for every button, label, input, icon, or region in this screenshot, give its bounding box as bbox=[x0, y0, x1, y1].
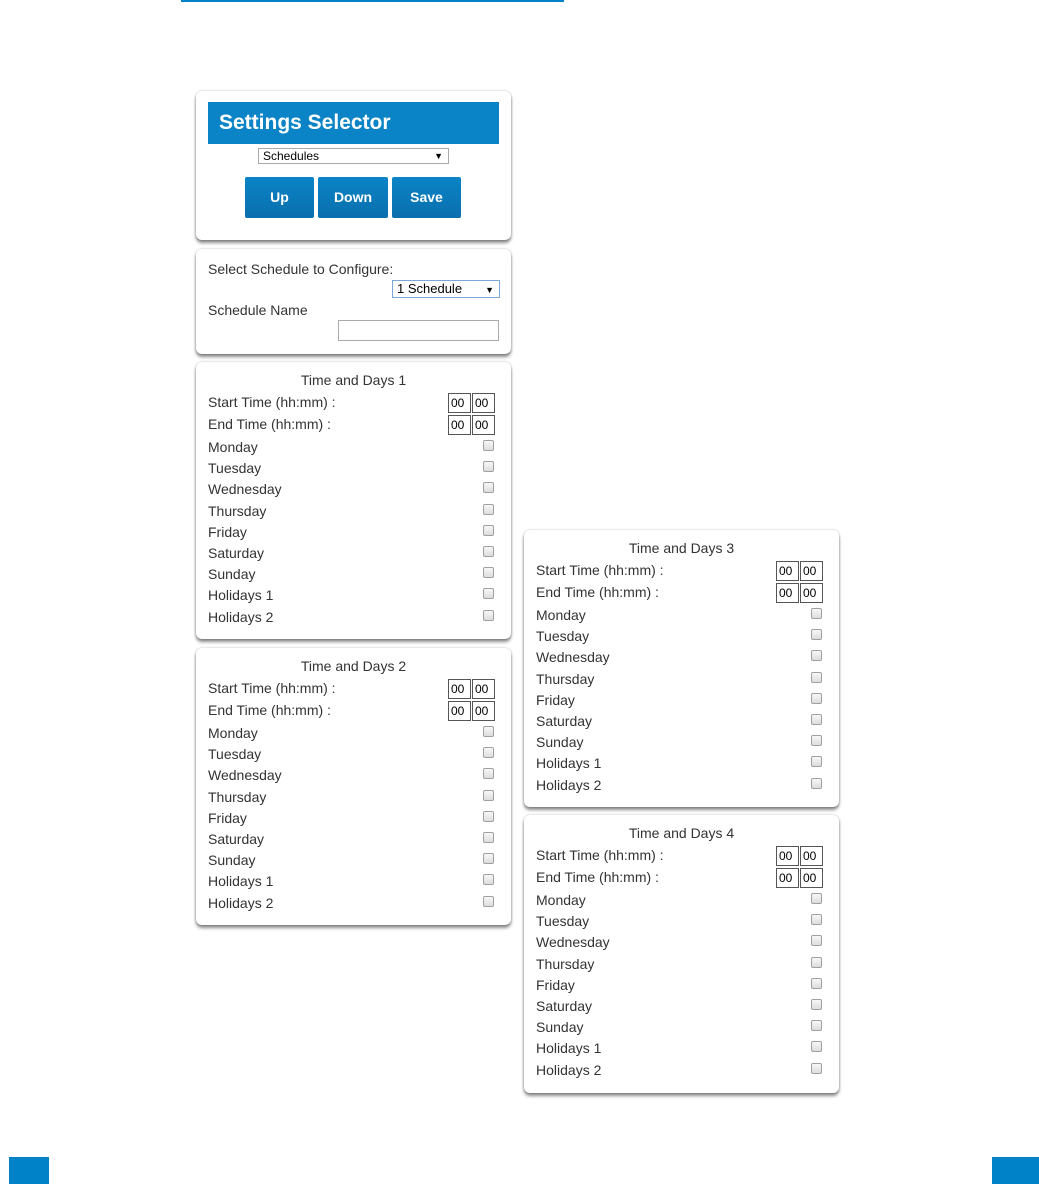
schedule-select-panel bbox=[196, 249, 511, 354]
day-label: Sunday bbox=[536, 734, 584, 751]
day-label: Holidays 1 bbox=[208, 587, 274, 604]
settings-dropdown-value: Schedules bbox=[263, 149, 320, 163]
schedule-name-label: Schedule Name bbox=[208, 302, 308, 318]
day-label: Friday bbox=[536, 691, 575, 708]
day-label: Wednesday bbox=[208, 481, 282, 498]
day-label: Sunday bbox=[208, 852, 256, 869]
day-checkbox[interactable] bbox=[811, 1041, 822, 1052]
day-checkbox[interactable] bbox=[811, 672, 822, 683]
time-and-days-2-panel bbox=[196, 648, 511, 925]
day-checkbox[interactable] bbox=[483, 504, 494, 515]
day-label: Holidays 2 bbox=[536, 776, 602, 793]
bottom-left-accent bbox=[9, 1157, 49, 1184]
end-hour-input[interactable]: 00 bbox=[776, 868, 799, 888]
day-label: Thursday bbox=[208, 788, 267, 805]
day-label: Tuesday bbox=[208, 460, 262, 477]
day-label: Wednesday bbox=[208, 767, 282, 784]
end-minute-input[interactable]: 00 bbox=[800, 583, 823, 603]
end-time-label: End Time (hh:mm) : bbox=[208, 416, 331, 432]
day-checkbox[interactable] bbox=[811, 999, 822, 1010]
end-minute-input[interactable]: 00 bbox=[472, 701, 495, 721]
start-time-label: Start Time (hh:mm) : bbox=[536, 562, 664, 578]
end-minute-input[interactable]: 00 bbox=[800, 868, 823, 888]
schedule-dropdown[interactable] bbox=[392, 280, 500, 298]
end-hour-input[interactable]: 00 bbox=[448, 415, 471, 435]
start-minute-input[interactable]: 00 bbox=[800, 846, 823, 866]
day-label: Wednesday bbox=[536, 934, 610, 951]
day-label: Friday bbox=[208, 523, 247, 540]
day-checkbox[interactable] bbox=[483, 726, 494, 737]
day-label: Saturday bbox=[208, 831, 265, 847]
time-and-days-title: Time and Days 1 bbox=[300, 372, 407, 388]
day-label: Monday bbox=[208, 725, 258, 741]
day-checkbox[interactable] bbox=[483, 482, 494, 493]
day-label: Friday bbox=[536, 976, 575, 993]
dropdown-arrow-icon: ▼ bbox=[485, 285, 494, 295]
day-checkbox[interactable] bbox=[483, 588, 494, 599]
day-label: Monday bbox=[208, 439, 258, 455]
day-checkbox[interactable] bbox=[483, 440, 494, 451]
top-accent-line bbox=[181, 0, 564, 2]
day-checkbox[interactable] bbox=[811, 629, 822, 640]
start-hour-input[interactable]: 00 bbox=[776, 561, 799, 581]
day-checkbox[interactable] bbox=[811, 1020, 822, 1031]
day-checkbox[interactable] bbox=[483, 546, 494, 557]
day-checkbox[interactable] bbox=[811, 935, 822, 946]
day-checkbox[interactable] bbox=[483, 461, 494, 472]
start-hour-input[interactable]: 00 bbox=[448, 679, 471, 699]
time-and-days-title: Time and Days 4 bbox=[628, 825, 735, 841]
select-schedule-label: Select Schedule to Configure: bbox=[208, 261, 394, 277]
end-hour-input[interactable]: 00 bbox=[448, 701, 471, 721]
day-label: Saturday bbox=[208, 545, 265, 561]
start-hour-input[interactable]: 00 bbox=[448, 393, 471, 413]
day-checkbox[interactable] bbox=[811, 650, 822, 661]
day-checkbox[interactable] bbox=[811, 756, 822, 767]
day-label: Saturday bbox=[536, 998, 593, 1014]
day-label: Holidays 1 bbox=[208, 873, 274, 890]
time-and-days-3-panel bbox=[524, 530, 839, 807]
day-checkbox[interactable] bbox=[811, 608, 822, 619]
day-label: Holidays 2 bbox=[208, 894, 274, 911]
schedule-dropdown-value: 1 Schedule bbox=[397, 281, 463, 296]
start-time-label: Start Time (hh:mm) : bbox=[208, 680, 336, 696]
day-label: Holidays 2 bbox=[208, 608, 274, 625]
day-label: Thursday bbox=[536, 955, 595, 972]
day-checkbox[interactable] bbox=[483, 811, 494, 822]
end-minute-input[interactable]: 00 bbox=[472, 415, 495, 435]
schedule-name-input[interactable] bbox=[338, 320, 499, 341]
save-button[interactable]: Save bbox=[392, 177, 461, 218]
time-and-days-title: Time and Days 2 bbox=[300, 658, 407, 674]
bottom-right-accent bbox=[992, 1157, 1039, 1184]
settings-selector-title: Settings Selector bbox=[208, 102, 499, 144]
day-checkbox[interactable] bbox=[483, 896, 494, 907]
end-time-label: End Time (hh:mm) : bbox=[536, 869, 659, 885]
day-checkbox[interactable] bbox=[483, 790, 494, 801]
start-time-label: Start Time (hh:mm) : bbox=[208, 394, 336, 410]
day-label: Tuesday bbox=[208, 746, 262, 763]
time-and-days-title: Time and Days 3 bbox=[628, 540, 735, 556]
day-label: Monday bbox=[536, 892, 586, 908]
day-checkbox[interactable] bbox=[811, 957, 822, 968]
start-minute-input[interactable]: 00 bbox=[472, 679, 495, 699]
day-checkbox[interactable] bbox=[811, 735, 822, 746]
end-hour-input[interactable]: 00 bbox=[776, 583, 799, 603]
day-label: Monday bbox=[536, 607, 586, 623]
day-checkbox[interactable] bbox=[483, 832, 494, 843]
up-button[interactable]: Up bbox=[245, 177, 314, 218]
day-checkbox[interactable] bbox=[811, 1063, 822, 1074]
day-label: Friday bbox=[208, 809, 247, 826]
day-label: Saturday bbox=[536, 713, 593, 729]
settings-dropdown[interactable] bbox=[258, 148, 449, 164]
day-label: Sunday bbox=[208, 566, 256, 583]
day-checkbox[interactable] bbox=[483, 768, 494, 779]
start-minute-input[interactable]: 00 bbox=[472, 393, 495, 413]
day-checkbox[interactable] bbox=[811, 893, 822, 904]
day-label: Tuesday bbox=[536, 913, 590, 930]
time-and-days-1-panel bbox=[196, 362, 511, 639]
start-time-label: Start Time (hh:mm) : bbox=[536, 847, 664, 863]
day-label: Holidays 1 bbox=[536, 755, 602, 772]
day-label: Sunday bbox=[536, 1019, 584, 1036]
settings-selector-panel bbox=[196, 91, 511, 240]
day-label: Holidays 2 bbox=[536, 1061, 602, 1078]
day-checkbox[interactable] bbox=[483, 874, 494, 885]
day-checkbox[interactable] bbox=[483, 853, 494, 864]
day-checkbox[interactable] bbox=[483, 610, 494, 621]
day-label: Thursday bbox=[536, 670, 595, 687]
time-and-days-4-panel bbox=[524, 815, 839, 1093]
day-label: Tuesday bbox=[536, 628, 590, 645]
end-time-label: End Time (hh:mm) : bbox=[208, 702, 331, 718]
day-checkbox[interactable] bbox=[483, 525, 494, 536]
day-label: Holidays 1 bbox=[536, 1040, 602, 1057]
day-checkbox[interactable] bbox=[811, 778, 822, 789]
start-minute-input[interactable]: 00 bbox=[800, 561, 823, 581]
end-time-label: End Time (hh:mm) : bbox=[536, 584, 659, 600]
day-checkbox[interactable] bbox=[483, 747, 494, 758]
day-checkbox[interactable] bbox=[811, 714, 822, 725]
day-checkbox[interactable] bbox=[811, 978, 822, 989]
day-checkbox[interactable] bbox=[811, 914, 822, 925]
dropdown-arrow-icon: ▼ bbox=[434, 151, 443, 161]
day-checkbox[interactable] bbox=[483, 567, 494, 578]
start-hour-input[interactable]: 00 bbox=[776, 846, 799, 866]
day-checkbox[interactable] bbox=[811, 693, 822, 704]
down-button[interactable]: Down bbox=[318, 177, 388, 218]
day-label: Wednesday bbox=[536, 649, 610, 666]
day-label: Thursday bbox=[208, 502, 267, 519]
